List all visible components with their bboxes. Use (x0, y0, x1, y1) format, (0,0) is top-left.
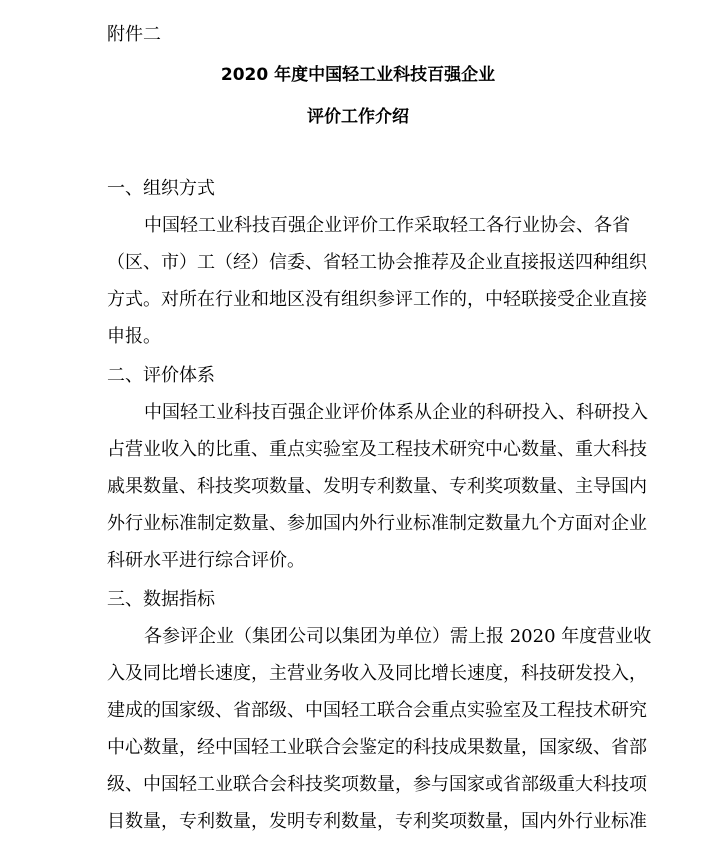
paragraph-line: 科研水平进行综合评价。 (107, 550, 305, 571)
paragraph-line: 中心数量，经中国轻工业联合会鉴定的科技成果数量，国家级、省部 (107, 737, 647, 758)
paragraph-line: 建成的国家级、省部级、中国轻工联合会重点实验室及工程技术研究 (107, 700, 647, 721)
attachment-label: 附件二 (107, 24, 161, 45)
section-heading: 三、数据指标 (107, 589, 215, 610)
paragraph-line: 戚果数量、科技奖项数量、发明专利数量、专利奖项数量、主导国内 (107, 476, 647, 497)
paragraph-line: 外行业标准制定数量、参加国内外行业标准制定数量九个方面对企业 (107, 513, 647, 534)
document-subtitle: 评价工作介绍 (307, 107, 409, 127)
paragraph-line: 申报。 (107, 326, 161, 347)
paragraph-line: 各参评企业（集团公司以集团为单位）需上报 2020 年度营业收 (144, 626, 652, 647)
section-heading: 一、组织方式 (107, 178, 215, 199)
paragraph-line: 目数量，专利数量，发明专利数量，专利奖项数量，国内外行业标准 (107, 811, 647, 832)
paragraph-line: 占营业收入的比重、重点实验室及工程技术研究中心数量、重大科技 (107, 439, 647, 460)
paragraph-line: 方式。对所在行业和地区没有组织参评工作的，中轻联接受企业直接 (107, 289, 647, 310)
section-heading: 二、评价体系 (107, 365, 215, 386)
paragraph-line: 级、中国轻工业联合会科技奖项数量，参与国家或省部级重大科技项 (107, 774, 647, 795)
paragraph-line: 入及同比增长速度，主营业务收入及同比增长速度，科技研发投入， (107, 663, 647, 684)
document-title: 2020 年度中国轻工业科技百强企业 (220, 65, 496, 85)
paragraph-line: 中国轻工业科技百强企业评价工作采取轻工各行业协会、各省 (144, 215, 630, 236)
paragraph-line: （区、市）工（经）信委、省轻工协会推荐及企业直接报送四种组织 (107, 252, 647, 273)
paragraph-line: 中国轻工业科技百强企业评价体系从企业的科研投入、科研投入 (144, 402, 648, 423)
